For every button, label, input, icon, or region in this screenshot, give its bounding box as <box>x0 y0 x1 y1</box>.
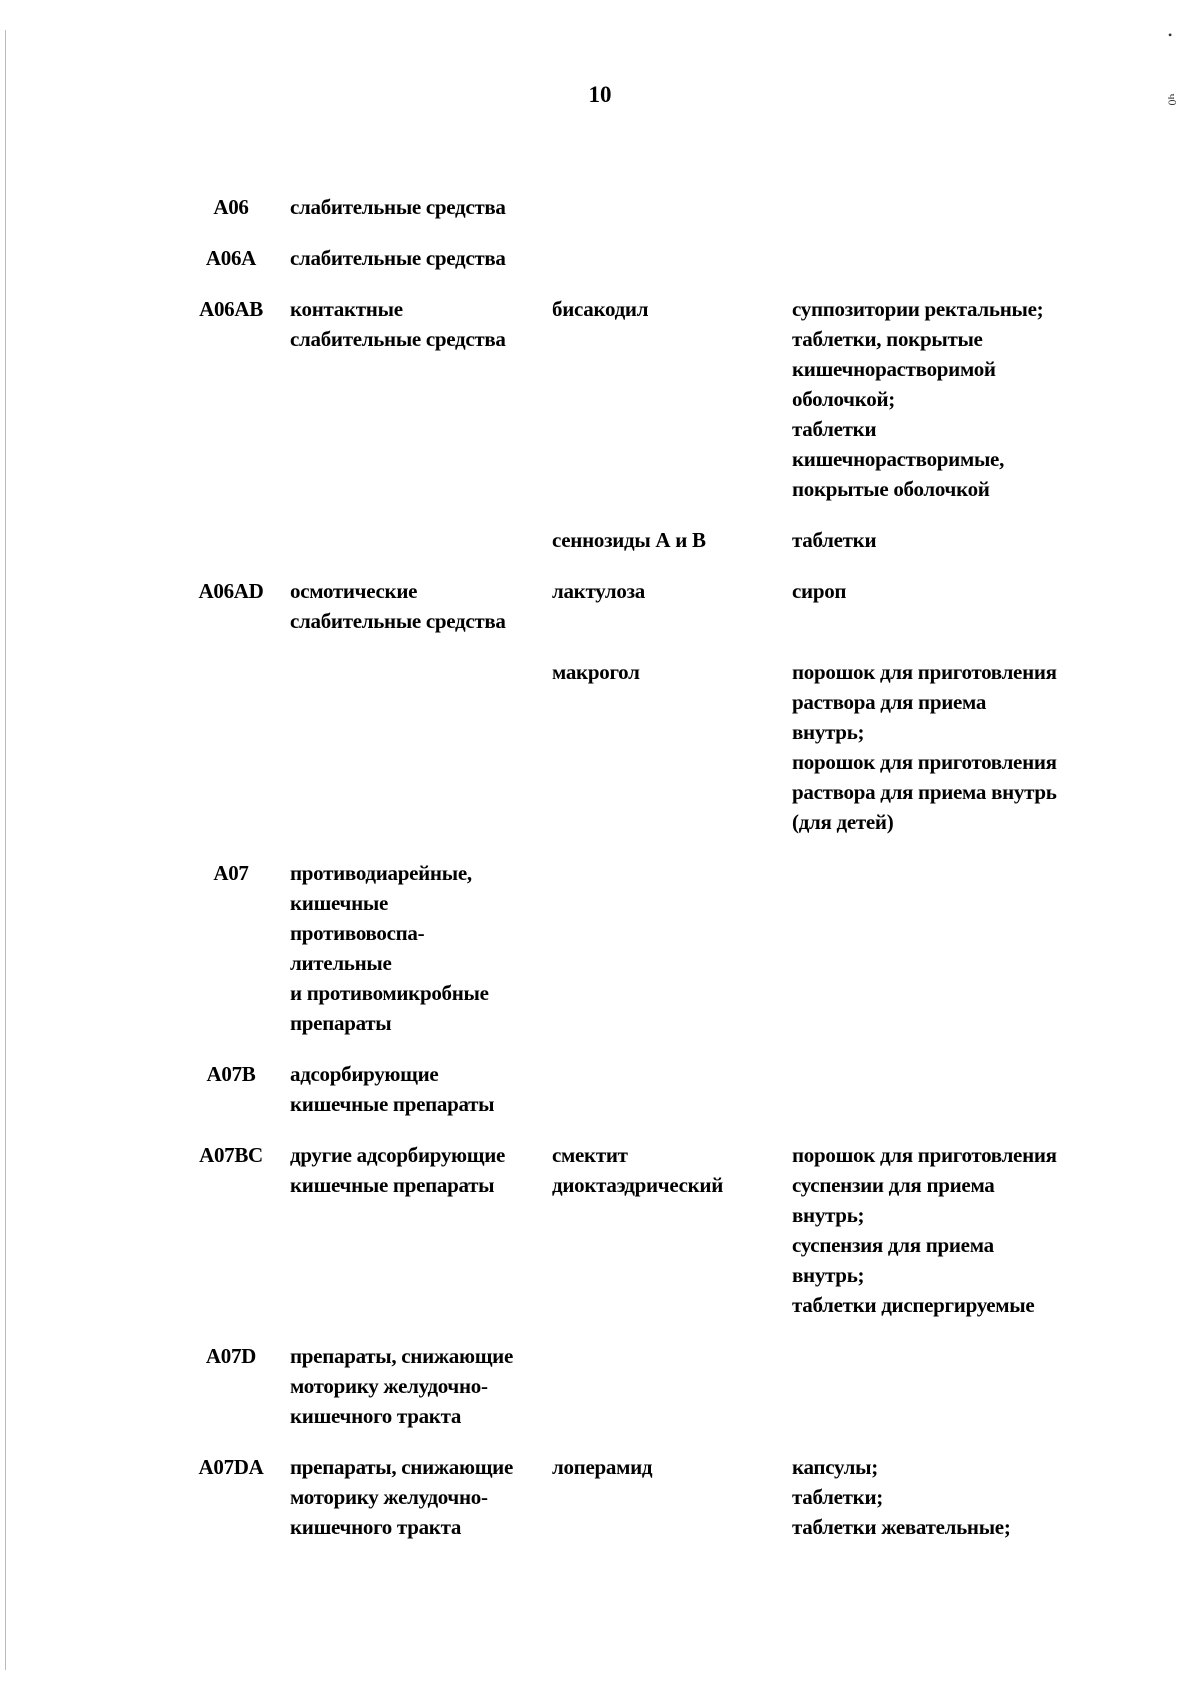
drug-group: осмотические слабительные средства <box>290 579 506 633</box>
atc-code: A07B <box>206 1062 256 1086</box>
atc-code: A07D <box>205 1344 257 1368</box>
atc-code: A07BC <box>199 1143 263 1167</box>
dosage-form <box>792 243 1152 294</box>
table-row <box>186 1341 1152 1452</box>
drug-name: смектит диоктаэдрический <box>552 1143 724 1197</box>
dosage-form <box>792 858 1152 1059</box>
dosage-form: капсулы; таблетки; таблетки жевательные; <box>792 1455 1011 1539</box>
drug-name: макрогол <box>552 660 640 684</box>
dosage-form <box>792 192 1152 243</box>
table-row <box>186 858 1152 1059</box>
atc-code: A06A <box>205 246 257 270</box>
drug-group: препараты, снижающие моторику желудочно- кишечного тракта <box>290 1344 513 1428</box>
drug-group: адсорбирующие кишечные препараты <box>290 1062 495 1116</box>
atc-code: A07 <box>213 861 249 885</box>
drug-name <box>552 192 792 243</box>
drug-group: слабительные средства <box>290 246 506 270</box>
atc-code <box>186 525 290 576</box>
drug-name <box>552 858 792 1059</box>
drug-group: противодиарейные, кишечные противовоспа- лительные и противомикробные препараты <box>290 861 489 1035</box>
table-row <box>186 657 1152 858</box>
dosage-form: порошок для приготовления раствора для приема внутрь; порошок для приготовления раствора для приема внутрь (для детей) <box>792 660 1057 834</box>
drug-name: сеннозиды А и В <box>552 528 706 552</box>
drug-name: лоперамид <box>552 1455 653 1479</box>
drug-group <box>290 657 552 858</box>
dosage-form: сироп <box>792 579 847 603</box>
atc-code: A07DA <box>198 1455 264 1479</box>
page-number: 10 <box>588 82 612 107</box>
drug-name <box>552 1341 792 1452</box>
dosage-form <box>792 1059 1152 1140</box>
drug-name <box>552 243 792 294</box>
drug-name: лактулоза <box>552 579 645 603</box>
drug-group: другие адсорбирующие кишечные препараты <box>290 1143 506 1197</box>
dosage-form <box>792 1341 1152 1452</box>
atc-code: A06AD <box>198 579 264 603</box>
drug-name <box>552 1059 792 1140</box>
dosage-form: порошок для приготовления суспензии для приема внутрь; суспензия для приема внутрь; таблетки диспергируемые <box>792 1143 1057 1317</box>
drug-group: контактные слабительные средства <box>290 297 506 351</box>
drug-group <box>290 525 552 576</box>
table-row <box>186 525 1152 576</box>
dosage-form: таблетки <box>792 528 877 552</box>
atc-code: A06 <box>213 195 249 219</box>
table-row <box>186 294 1152 525</box>
dosage-form: суппозитории ректальные; таблетки, покрытые кишечнорастворимой оболочкой; таблетки кишечнорастворимые, покрытые оболочкой <box>792 297 1044 501</box>
table-row <box>186 243 1152 294</box>
corner-mark-scribble: ч0 <box>1165 93 1180 106</box>
atc-code <box>186 657 290 858</box>
corner-mark-dot: • <box>1168 28 1173 42</box>
table-row <box>186 192 1152 243</box>
drug-group: слабительные средства <box>290 195 506 219</box>
atc-code: A06AB <box>199 297 263 321</box>
scan-edge-line <box>5 30 6 1670</box>
table-row <box>186 1140 1152 1341</box>
drug-classification-table <box>186 192 1152 1563</box>
drug-group: препараты, снижающие моторику желудочно- кишечного тракта <box>290 1455 513 1539</box>
table-row <box>186 576 1152 657</box>
drug-name: бисакодил <box>552 297 649 321</box>
table-row <box>186 1059 1152 1140</box>
table-row <box>186 1452 1152 1563</box>
